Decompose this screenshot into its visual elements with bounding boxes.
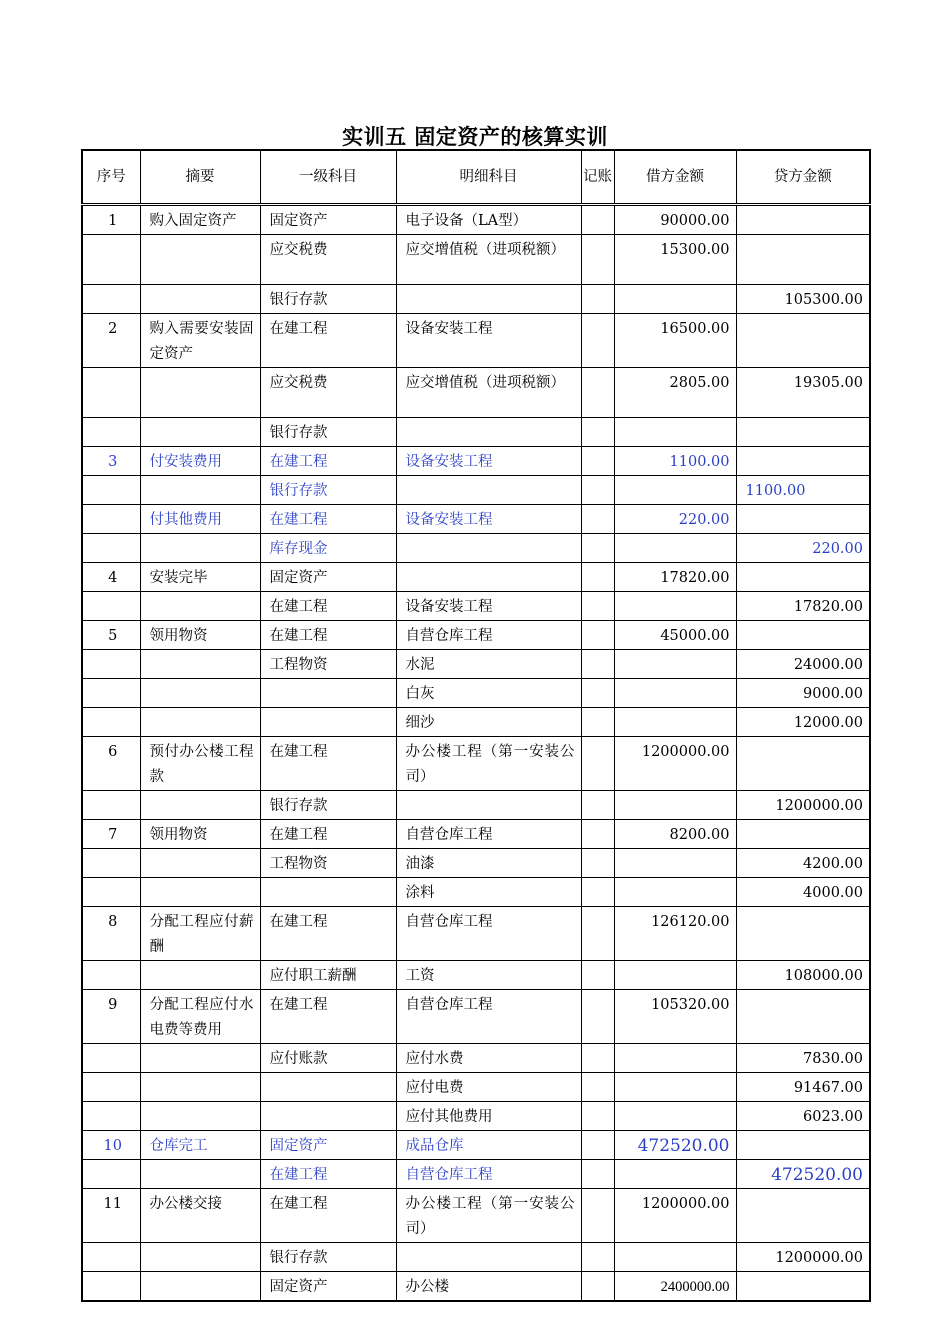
cell-mark: [581, 592, 614, 621]
cell-mark: [581, 314, 614, 368]
cell-debit: 472520.00: [614, 1131, 736, 1160]
table-row: [82, 285, 870, 314]
cell-detail: 自营仓库工程: [396, 820, 581, 849]
cell-debit: [614, 708, 736, 737]
cell-detail: 水泥: [396, 650, 581, 679]
cell-credit: [736, 737, 870, 791]
cell-debit: 17820.00: [614, 563, 736, 592]
cell-credit: [736, 990, 870, 1044]
table-row: [82, 650, 870, 679]
cell-mark: [581, 820, 614, 849]
cell-debit: [614, 791, 736, 820]
cell-debit: 2400000.00: [614, 1272, 736, 1302]
cell-summary: 预付办公楼工程款: [140, 737, 260, 791]
cell-mark: [581, 1131, 614, 1160]
cell-no: [82, 476, 140, 505]
cell-mark: [581, 961, 614, 990]
cell-debit: 105320.00: [614, 990, 736, 1044]
cell-detail: 应付水费: [396, 1044, 581, 1073]
cell-debit: 1200000.00: [614, 737, 736, 791]
cell-detail: 工资: [396, 961, 581, 990]
cell-no: 1: [82, 205, 140, 235]
cell-debit: [614, 476, 736, 505]
cell-credit: 7830.00: [736, 1044, 870, 1073]
cell-debit: 15300.00: [614, 235, 736, 285]
cell-mark: [581, 1189, 614, 1243]
cell-debit: [614, 1044, 736, 1073]
table-row: [82, 1160, 870, 1189]
cell-credit: 4200.00: [736, 849, 870, 878]
cell-mark: [581, 621, 614, 650]
cell-detail: 应交增值税（进项税额）: [396, 368, 581, 418]
table-row: [82, 534, 870, 563]
table-row: [82, 1131, 870, 1160]
table-row: [82, 907, 870, 961]
cell-credit: [736, 563, 870, 592]
table-row: [82, 820, 870, 849]
cell-credit: [736, 1272, 870, 1302]
cell-summary: [140, 679, 260, 708]
cell-detail: 自营仓库工程: [396, 1160, 581, 1189]
cell-credit: 9000.00: [736, 679, 870, 708]
cell-credit: [736, 314, 870, 368]
cell-summary: [140, 849, 260, 878]
cell-account: 应交税费: [260, 235, 396, 285]
cell-debit: [614, 650, 736, 679]
table-row: [82, 592, 870, 621]
cell-no: [82, 592, 140, 621]
cell-mark: [581, 1160, 614, 1189]
cell-mark: [581, 791, 614, 820]
cell-mark: [581, 1102, 614, 1131]
cell-account: 在建工程: [260, 505, 396, 534]
cell-no: 7: [82, 820, 140, 849]
cell-debit: [614, 592, 736, 621]
cell-detail: 设备安装工程: [396, 592, 581, 621]
cell-mark: [581, 285, 614, 314]
table-row: [82, 737, 870, 791]
cell-account: 在建工程: [260, 621, 396, 650]
cell-summary: [140, 1160, 260, 1189]
cell-summary: [140, 961, 260, 990]
cell-no: [82, 1272, 140, 1302]
cell-summary: [140, 791, 260, 820]
cell-detail: 应交增值税（进项税额）: [396, 235, 581, 285]
cell-credit: [736, 205, 870, 235]
cell-no: [82, 708, 140, 737]
header-mark: 记账: [581, 150, 614, 205]
cell-account: [260, 708, 396, 737]
table-row: [82, 1189, 870, 1243]
cell-no: [82, 1243, 140, 1272]
table-row: [82, 849, 870, 878]
cell-debit: [614, 961, 736, 990]
cell-debit: [614, 1073, 736, 1102]
table-row: [82, 878, 870, 907]
cell-credit: 91467.00: [736, 1073, 870, 1102]
cell-debit: [614, 878, 736, 907]
cell-detail: 电子设备（LA型）: [396, 205, 581, 235]
cell-debit: [614, 1243, 736, 1272]
cell-credit: [736, 418, 870, 447]
cell-detail: 设备安装工程: [396, 447, 581, 476]
cell-no: 8: [82, 907, 140, 961]
cell-credit: 1200000.00: [736, 1243, 870, 1272]
cell-debit: 8200.00: [614, 820, 736, 849]
cell-summary: [140, 650, 260, 679]
cell-mark: [581, 849, 614, 878]
cell-credit: [736, 447, 870, 476]
cell-credit: 472520.00: [736, 1160, 870, 1189]
cell-account: 在建工程: [260, 820, 396, 849]
cell-detail: 办公楼工程（第一安装公司）: [396, 737, 581, 791]
cell-detail: 油漆: [396, 849, 581, 878]
cell-account: 银行存款: [260, 476, 396, 505]
cell-account: 固定资产: [260, 205, 396, 235]
cell-credit: [736, 1131, 870, 1160]
cell-summary: 分配工程应付薪酬: [140, 907, 260, 961]
cell-account: 在建工程: [260, 1189, 396, 1243]
cell-debit: [614, 418, 736, 447]
cell-detail: 自营仓库工程: [396, 621, 581, 650]
cell-summary: 付其他费用: [140, 505, 260, 534]
cell-summary: [140, 476, 260, 505]
table-row: [82, 1044, 870, 1073]
cell-account: 在建工程: [260, 737, 396, 791]
cell-mark: [581, 878, 614, 907]
cell-summary: [140, 1272, 260, 1302]
cell-account: 在建工程: [260, 990, 396, 1044]
cell-detail: [396, 418, 581, 447]
cell-detail: [396, 1243, 581, 1272]
cell-detail: 办公楼工程（第一安装公司）: [396, 1189, 581, 1243]
table-row: [82, 791, 870, 820]
cell-mark: [581, 1272, 614, 1302]
cell-summary: [140, 592, 260, 621]
cell-credit: 108000.00: [736, 961, 870, 990]
cell-debit: 126120.00: [614, 907, 736, 961]
table-row: [82, 205, 870, 235]
cell-no: 11: [82, 1189, 140, 1243]
cell-mark: [581, 708, 614, 737]
ledger-table: [81, 149, 871, 1302]
cell-no: [82, 791, 140, 820]
cell-detail: 应付其他费用: [396, 1102, 581, 1131]
table-row: [82, 1073, 870, 1102]
cell-summary: [140, 368, 260, 418]
cell-mark: [581, 737, 614, 791]
cell-mark: [581, 505, 614, 534]
cell-debit: 2805.00: [614, 368, 736, 418]
document-title: 实训五 固定资产的核算实训: [342, 124, 608, 149]
cell-mark: [581, 1243, 614, 1272]
cell-debit: 90000.00: [614, 205, 736, 235]
header-credit: 贷方金额: [736, 150, 870, 205]
cell-account: 工程物资: [260, 650, 396, 679]
table-row: [82, 1272, 870, 1302]
cell-detail: 白灰: [396, 679, 581, 708]
cell-debit: [614, 1160, 736, 1189]
table-row: [82, 679, 870, 708]
cell-summary: 领用物资: [140, 621, 260, 650]
cell-credit: 4000.00: [736, 878, 870, 907]
cell-account: 应交税费: [260, 368, 396, 418]
cell-account: 银行存款: [260, 791, 396, 820]
cell-credit: 1100.00: [736, 476, 870, 505]
cell-account: 固定资产: [260, 1272, 396, 1302]
table-row: [82, 708, 870, 737]
cell-no: [82, 1044, 140, 1073]
cell-account: [260, 878, 396, 907]
cell-debit: 16500.00: [614, 314, 736, 368]
cell-debit: [614, 1102, 736, 1131]
cell-summary: 购入固定资产: [140, 205, 260, 235]
table-row: [82, 476, 870, 505]
cell-account: 在建工程: [260, 592, 396, 621]
table-row: [82, 314, 870, 368]
cell-debit: 1200000.00: [614, 1189, 736, 1243]
cell-credit: 220.00: [736, 534, 870, 563]
cell-account: 在建工程: [260, 314, 396, 368]
cell-summary: 分配工程应付水电费等费用: [140, 990, 260, 1044]
cell-credit: [736, 621, 870, 650]
cell-no: [82, 505, 140, 534]
cell-detail: 细沙: [396, 708, 581, 737]
table-row: [82, 1102, 870, 1131]
cell-account: 固定资产: [260, 563, 396, 592]
cell-credit: [736, 820, 870, 849]
cell-detail: 自营仓库工程: [396, 907, 581, 961]
table-row: [82, 961, 870, 990]
cell-detail: 设备安装工程: [396, 505, 581, 534]
cell-detail: [396, 563, 581, 592]
cell-mark: [581, 476, 614, 505]
cell-no: 2: [82, 314, 140, 368]
cell-detail: 应付电费: [396, 1073, 581, 1102]
cell-mark: [581, 1044, 614, 1073]
cell-summary: [140, 878, 260, 907]
cell-debit: [614, 849, 736, 878]
cell-debit: 220.00: [614, 505, 736, 534]
cell-mark: [581, 205, 614, 235]
table-row: [82, 990, 870, 1044]
table-row: [82, 505, 870, 534]
cell-no: 3: [82, 447, 140, 476]
cell-no: [82, 849, 140, 878]
cell-mark: [581, 1073, 614, 1102]
cell-summary: [140, 1102, 260, 1131]
cell-detail: [396, 791, 581, 820]
cell-credit: [736, 505, 870, 534]
cell-no: 6: [82, 737, 140, 791]
cell-detail: 涂料: [396, 878, 581, 907]
cell-summary: 仓库完工: [140, 1131, 260, 1160]
cell-account: 银行存款: [260, 285, 396, 314]
cell-no: [82, 418, 140, 447]
cell-credit: 6023.00: [736, 1102, 870, 1131]
cell-credit: [736, 1189, 870, 1243]
cell-detail: 自营仓库工程: [396, 990, 581, 1044]
cell-summary: [140, 285, 260, 314]
cell-summary: [140, 1044, 260, 1073]
cell-credit: [736, 907, 870, 961]
cell-no: [82, 235, 140, 285]
cell-no: [82, 1102, 140, 1131]
cell-detail: 设备安装工程: [396, 314, 581, 368]
header-summary: 摘要: [140, 150, 260, 205]
cell-mark: [581, 907, 614, 961]
cell-no: [82, 285, 140, 314]
cell-no: [82, 368, 140, 418]
cell-credit: 19305.00: [736, 368, 870, 418]
cell-no: [82, 961, 140, 990]
table-row: [82, 368, 870, 418]
cell-no: [82, 1160, 140, 1189]
cell-detail: [396, 534, 581, 563]
cell-no: [82, 534, 140, 563]
cell-no: 5: [82, 621, 140, 650]
cell-credit: 105300.00: [736, 285, 870, 314]
cell-no: 4: [82, 563, 140, 592]
cell-mark: [581, 418, 614, 447]
table-row: [82, 235, 870, 285]
cell-no: [82, 679, 140, 708]
table-row: [82, 418, 870, 447]
cell-summary: [140, 534, 260, 563]
cell-debit: 45000.00: [614, 621, 736, 650]
cell-no: 9: [82, 990, 140, 1044]
cell-detail: [396, 285, 581, 314]
table-row: [82, 563, 870, 592]
cell-mark: [581, 235, 614, 285]
table-row: [82, 447, 870, 476]
cell-summary: [140, 1243, 260, 1272]
cell-no: 10: [82, 1131, 140, 1160]
cell-credit: 17820.00: [736, 592, 870, 621]
cell-account: 在建工程: [260, 907, 396, 961]
cell-mark: [581, 368, 614, 418]
cell-summary: [140, 1073, 260, 1102]
header-row: [82, 150, 870, 205]
cell-credit: [736, 235, 870, 285]
cell-debit: [614, 285, 736, 314]
cell-account: 固定资产: [260, 1131, 396, 1160]
cell-mark: [581, 679, 614, 708]
cell-account: 应付职工薪酬: [260, 961, 396, 990]
cell-summary: [140, 235, 260, 285]
cell-no: [82, 1073, 140, 1102]
cell-summary: [140, 418, 260, 447]
cell-debit: 1100.00: [614, 447, 736, 476]
cell-credit: 1200000.00: [736, 791, 870, 820]
cell-no: [82, 878, 140, 907]
cell-no: [82, 650, 140, 679]
cell-summary: [140, 708, 260, 737]
cell-credit: 24000.00: [736, 650, 870, 679]
cell-account: 在建工程: [260, 1160, 396, 1189]
header-no: 序号: [82, 150, 140, 205]
table-row: [82, 621, 870, 650]
cell-account: 工程物资: [260, 849, 396, 878]
cell-account: [260, 1102, 396, 1131]
header-detail: 明细科目: [396, 150, 581, 205]
cell-account: [260, 679, 396, 708]
cell-detail: [396, 476, 581, 505]
cell-summary: 付安装费用: [140, 447, 260, 476]
cell-debit: [614, 534, 736, 563]
cell-detail: 成品仓库: [396, 1131, 581, 1160]
cell-mark: [581, 563, 614, 592]
cell-summary: 购入需要安装固定资产: [140, 314, 260, 368]
header-debit: 借方金额: [614, 150, 736, 205]
cell-mark: [581, 650, 614, 679]
cell-account: 应付账款: [260, 1044, 396, 1073]
cell-credit: 12000.00: [736, 708, 870, 737]
cell-summary: 领用物资: [140, 820, 260, 849]
cell-mark: [581, 990, 614, 1044]
cell-account: 在建工程: [260, 447, 396, 476]
cell-mark: [581, 534, 614, 563]
cell-summary: 安装完毕: [140, 563, 260, 592]
cell-account: [260, 1073, 396, 1102]
cell-mark: [581, 447, 614, 476]
header-account: 一级科目: [260, 150, 396, 205]
cell-account: 银行存款: [260, 1243, 396, 1272]
cell-detail: 办公楼: [396, 1272, 581, 1302]
table-row: [82, 1243, 870, 1272]
cell-summary: 办公楼交接: [140, 1189, 260, 1243]
cell-debit: [614, 679, 736, 708]
cell-account: 银行存款: [260, 418, 396, 447]
cell-account: 库存现金: [260, 534, 396, 563]
